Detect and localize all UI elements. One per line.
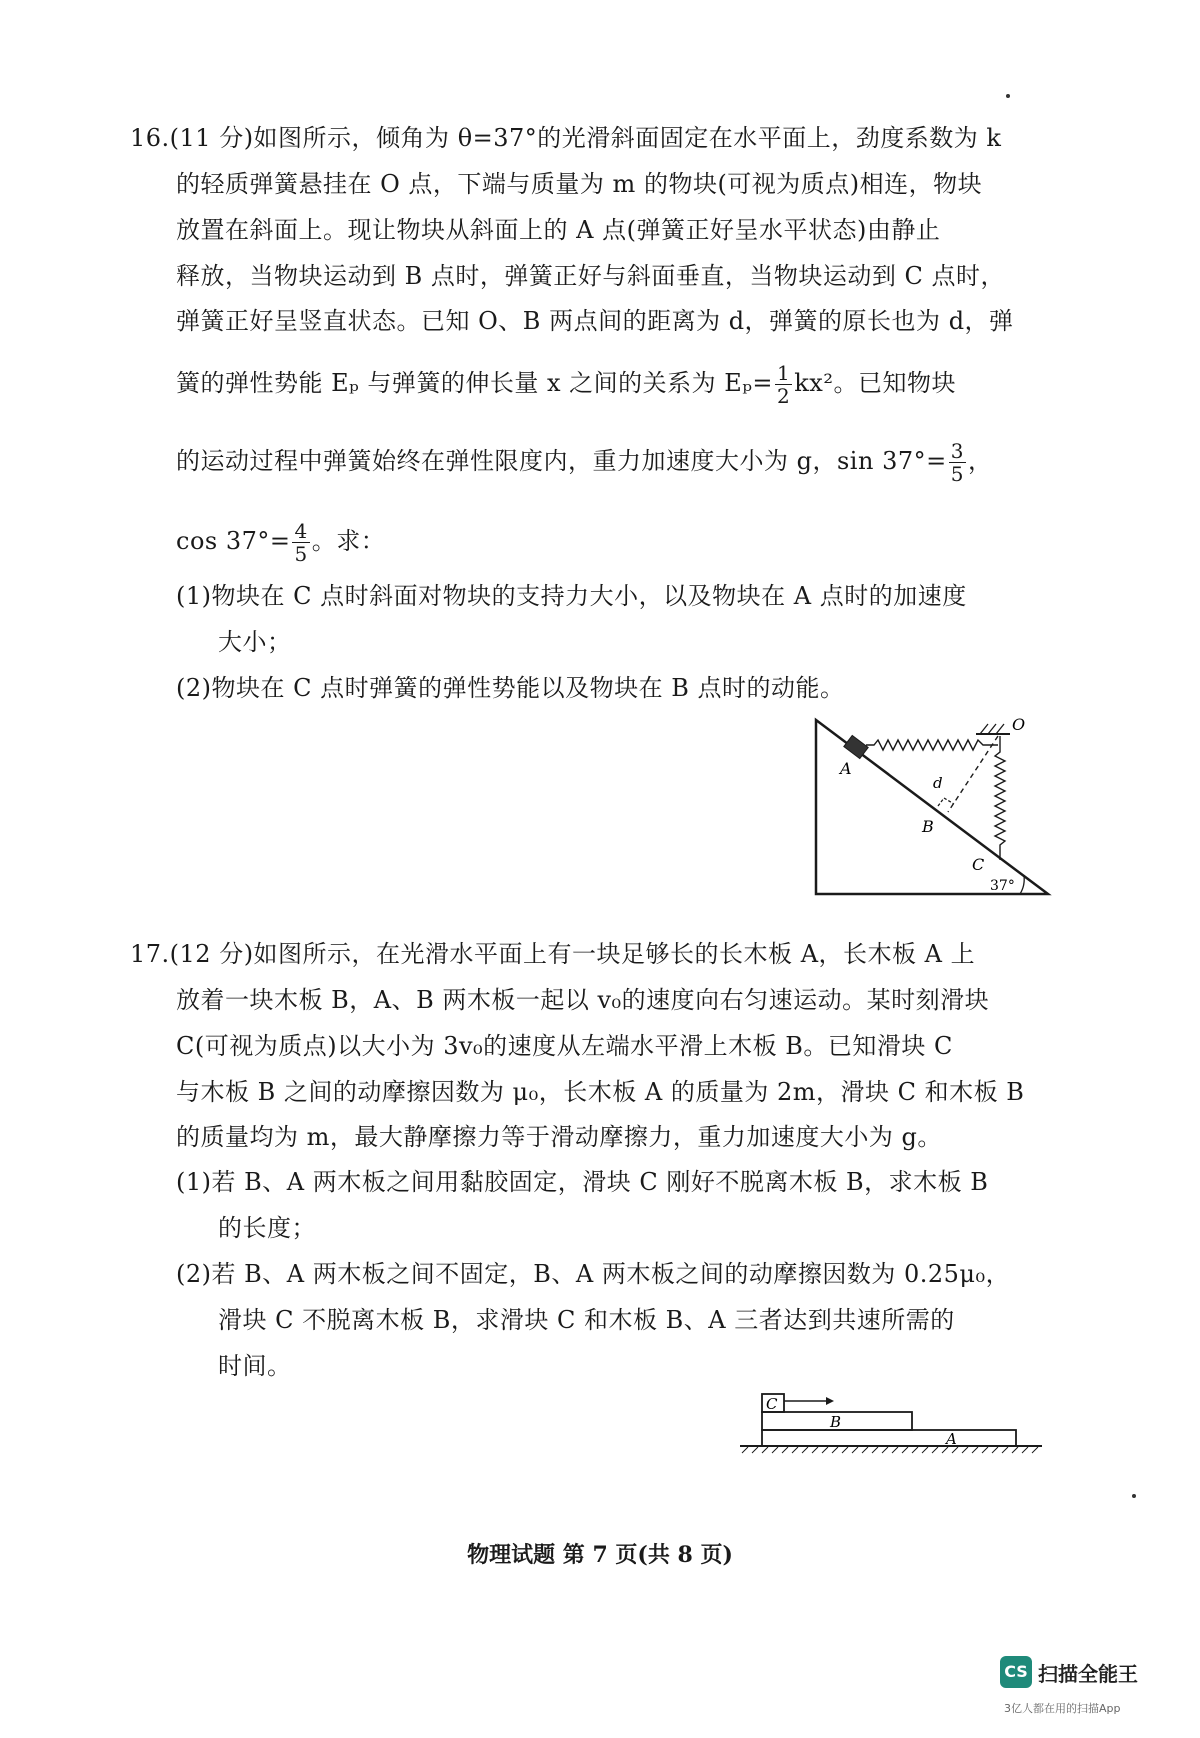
q17-subquestion-1: (1)若 B、A 两木板之间用黏胶固定，滑块 C 刚好不脱离木板 B，求木板 B — [176, 1168, 989, 1196]
q17-subquestion-2-end: 时间。 — [218, 1352, 292, 1380]
q16-line-8-tail: 。求： — [311, 527, 386, 555]
q17-line-4: 与木板 B 之间的动摩擦因数为 μ₀，长木板 A 的质量为 2m，滑块 C 和木板 B — [176, 1078, 1025, 1106]
spring-horizontal — [866, 740, 998, 750]
q16-line-7-text: 的运动过程中弹簧始终在弹性限度内，重力加速度大小为 g，sin 37°= — [176, 447, 947, 475]
camscanner-name: 扫描全能王 — [1038, 1662, 1138, 1686]
q16-line-8-text: cos 37°= — [176, 527, 291, 555]
q16-subquestion-1-cont: 大小； — [218, 628, 292, 656]
fraction-one-half: $\frac{1}{2}$ — [777, 361, 791, 408]
q16-line-3: 放置在斜面上。现让物块从斜面上的 A 点(弹簧正好呈水平状态)由静止 — [176, 216, 941, 244]
label-d: d — [933, 774, 943, 792]
fraction-three-fifths: $\frac{3}{5}$ — [950, 439, 964, 486]
q16-line-6 — [176, 362, 956, 407]
q17-line-3: C(可视为质点)以大小为 3v₀的速度从左端水平滑上木板 B。已知滑块 C — [176, 1032, 953, 1060]
label-C: C — [972, 855, 985, 874]
scan-speck — [1132, 1494, 1136, 1498]
q17-subquestion-1-cont: 的长度； — [218, 1214, 316, 1242]
label-A: A — [946, 1430, 957, 1448]
q16-line-8 — [176, 520, 385, 565]
q17-line-5: 的质量均为 m，最大静摩擦力等于滑动摩擦力，重力加速度大小为 g。 — [176, 1123, 942, 1151]
camscanner-logo-icon: CS — [1000, 1656, 1032, 1688]
label-angle: 37° — [990, 878, 1015, 894]
fraction-four-fifths: $\frac{4}{5}$ — [294, 519, 308, 566]
q16-line-7 — [176, 440, 992, 485]
q16-line-7-tail: ， — [967, 447, 993, 475]
q16-line-6-tail: kx²。已知物块 — [794, 369, 956, 397]
q16-line-6-text: 簧的弹性势能 Eₚ 与弹簧的伸长量 x 之间的关系为 Eₚ= — [176, 369, 774, 397]
label-C: C — [766, 1395, 778, 1413]
q16-incline-figure — [808, 712, 1058, 898]
label-A: A — [840, 759, 852, 778]
q16-line-2: 的轻质弹簧悬挂在 O 点，下端与质量为 m 的物块(可视为质点)相连，物块 — [176, 170, 983, 198]
camscanner-tagline: 3亿人都在用的扫描App — [1004, 1702, 1121, 1715]
q17-line-1: 17.(12 分)如图所示，在光滑水平面上有一块足够长的长木板 A，长木板 A 上 — [130, 940, 976, 968]
ground-hatch — [742, 1447, 1038, 1453]
q17-subquestion-2-cont: 滑块 C 不脱离木板 B，求滑块 C 和木板 B、A 三者达到共速所需的 — [218, 1306, 955, 1334]
q16-line-5: 弹簧正好呈竖直状态。已知 O、B 两点间的距离为 d，弹簧的原长也为 d，弹 — [176, 307, 1014, 335]
spring-vertical — [995, 736, 1005, 860]
q17-subquestion-2: (2)若 B、A 两木板之间不固定，B、A 两木板之间的动摩擦因数为 0.25μ₀， — [176, 1260, 1011, 1288]
q16-line-1: 16.(11 分)如图所示，倾角为 θ=37°的光滑斜面固定在水平面上，劲度系数为 k — [130, 124, 1002, 152]
label-B: B — [922, 817, 934, 836]
dashed-OB — [948, 736, 998, 812]
q17-board-figure — [736, 1390, 1046, 1460]
board-A — [762, 1430, 1016, 1446]
right-angle-mark — [938, 798, 954, 806]
q16-line-4: 释放，当物块运动到 B 点时，弹簧正好与斜面垂直，当物块运动到 C 点时， — [176, 262, 1006, 290]
arrow-head — [826, 1397, 834, 1405]
label-B: B — [830, 1413, 842, 1431]
label-O: O — [1012, 715, 1026, 734]
scan-speck — [1006, 94, 1010, 98]
q17-line-2: 放着一块木板 B，A、B 两木板一起以 v₀的速度向右匀速运动。某时刻滑块 — [176, 986, 990, 1014]
q16-subquestion-2: (2)物块在 C 点时弹簧的弹性势能以及物块在 B 点时的动能。 — [176, 674, 845, 702]
angle-arc — [1020, 876, 1024, 894]
ceiling-hatch — [980, 724, 1004, 734]
page-footer: 物理试题 第 7 页(共 8 页) — [467, 1542, 733, 1568]
q16-subquestion-1: (1)物块在 C 点时斜面对物块的支持力大小，以及物块在 A 点时的加速度 — [176, 582, 967, 610]
